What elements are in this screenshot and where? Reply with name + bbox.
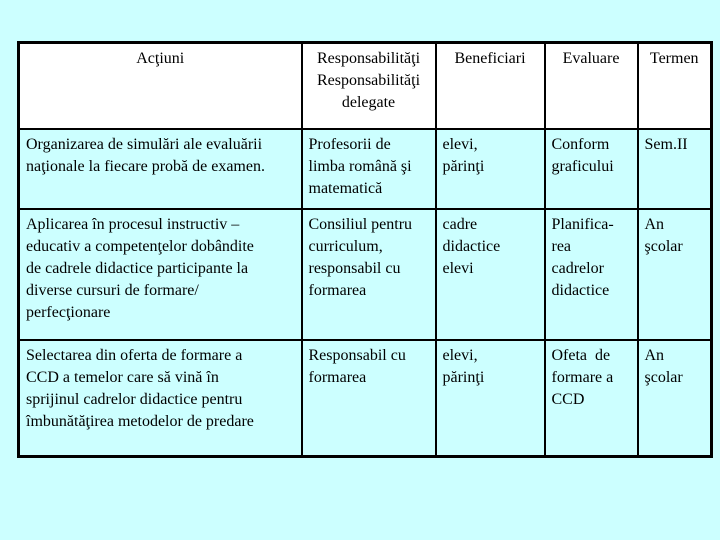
cell-text-line: CCD a temelor care să vină în — [26, 368, 219, 386]
cell-text-line: Planifica- — [551, 215, 614, 233]
cell-text-line: didactice — [551, 281, 610, 299]
cell-text-line: naţionale la fiecare probă de examen. — [26, 157, 265, 175]
cell-responsabil — [302, 340, 436, 457]
cell-evaluare — [545, 340, 638, 457]
header-termen — [638, 43, 712, 129]
cell-text-line: şcolar — [644, 237, 683, 255]
cell-text-line: îmbunătăţirea metodelor de predare — [26, 412, 254, 430]
cell-evaluare — [545, 209, 638, 340]
cell-text-line: formare a — [551, 368, 614, 386]
cell-beneficiari — [436, 340, 545, 457]
cell-text-line: graficului — [551, 157, 614, 175]
cell-text-line: Beneficiari — [454, 50, 526, 67]
cell-text-line: elevi, — [442, 135, 478, 153]
cell-text-line: sprijinul cadrelor didactice pentru — [26, 390, 243, 408]
cell-text-line: de cadrele didactice participante la — [26, 259, 249, 277]
cell-text-line: Termen — [649, 50, 699, 67]
table-row — [19, 129, 712, 209]
cell-termen — [638, 340, 712, 457]
cell-responsabil — [302, 209, 436, 340]
cell-actiune — [19, 340, 302, 457]
header-resp-line: Responsabilităţi — [316, 72, 421, 89]
cell-text-line: Conform — [551, 135, 610, 153]
cell-text-line: An — [644, 215, 665, 233]
cell-text-line: cadrelor — [551, 259, 604, 277]
cell-text-line: educativ a competenţelor dobândite — [26, 237, 254, 255]
cell-beneficiari — [436, 209, 545, 340]
cell-text-line: formarea — [308, 281, 367, 299]
cell-text-line: responsabil cu — [308, 259, 401, 277]
cell-text-line: diverse cursuri de formare/ — [26, 281, 199, 299]
header-actiuni — [19, 43, 302, 129]
cell-text-line: matematică — [308, 179, 383, 197]
action-plan-table — [17, 41, 713, 458]
cell-text-line: An — [644, 346, 665, 364]
cell-text-line: Acţiuni — [136, 50, 185, 67]
cell-text-line: Selectarea din oferta de formare a — [26, 346, 243, 364]
table-row — [19, 340, 712, 457]
cell-text-line: curriculum, — [308, 237, 383, 255]
header-resp-line: Responsabilităţi — [316, 50, 421, 67]
cell-text-line: didactice — [442, 237, 501, 255]
cell-actiune — [19, 129, 302, 209]
header-evaluare — [545, 43, 638, 129]
cell-evaluare — [545, 129, 638, 209]
table-row — [19, 209, 712, 340]
header-responsabilitati — [302, 43, 436, 129]
cell-text-line: formarea — [308, 368, 367, 386]
cell-text-line: şcolar — [644, 368, 683, 386]
cell-termen — [638, 129, 712, 209]
cell-text-line: Organizarea de simulări ale evaluării — [26, 135, 263, 153]
cell-text-line: cadre — [442, 215, 478, 233]
cell-text-line: Profesorii de — [308, 135, 391, 153]
cell-text-line: Sem.II — [644, 135, 688, 153]
table-header-row — [19, 43, 712, 129]
header-beneficiari — [436, 43, 545, 129]
cell-text-line: Aplicarea în procesul instructiv – — [26, 215, 240, 233]
cell-text-line: Ofeta de — [551, 346, 611, 364]
cell-text-line: elevi — [442, 259, 474, 277]
cell-text-line: perfecţionare — [26, 303, 111, 321]
cell-text-line: limba română şi — [308, 157, 412, 175]
cell-termen — [638, 209, 712, 340]
cell-text-line: Consiliul pentru — [308, 215, 413, 233]
cell-text-line: părinţi — [442, 368, 485, 386]
cell-beneficiari — [436, 129, 545, 209]
cell-text-line: Responsabil cu — [308, 346, 406, 364]
cell-actiune — [19, 209, 302, 340]
cell-responsabil — [302, 129, 436, 209]
cell-text-line: rea — [551, 237, 572, 255]
cell-text-line: Evaluare — [562, 50, 620, 67]
cell-text-line: elevi, — [442, 346, 478, 364]
cell-text-line: CCD — [551, 390, 585, 408]
cell-text-line: părinţi — [442, 157, 485, 175]
header-resp-line: delegate — [341, 94, 396, 111]
